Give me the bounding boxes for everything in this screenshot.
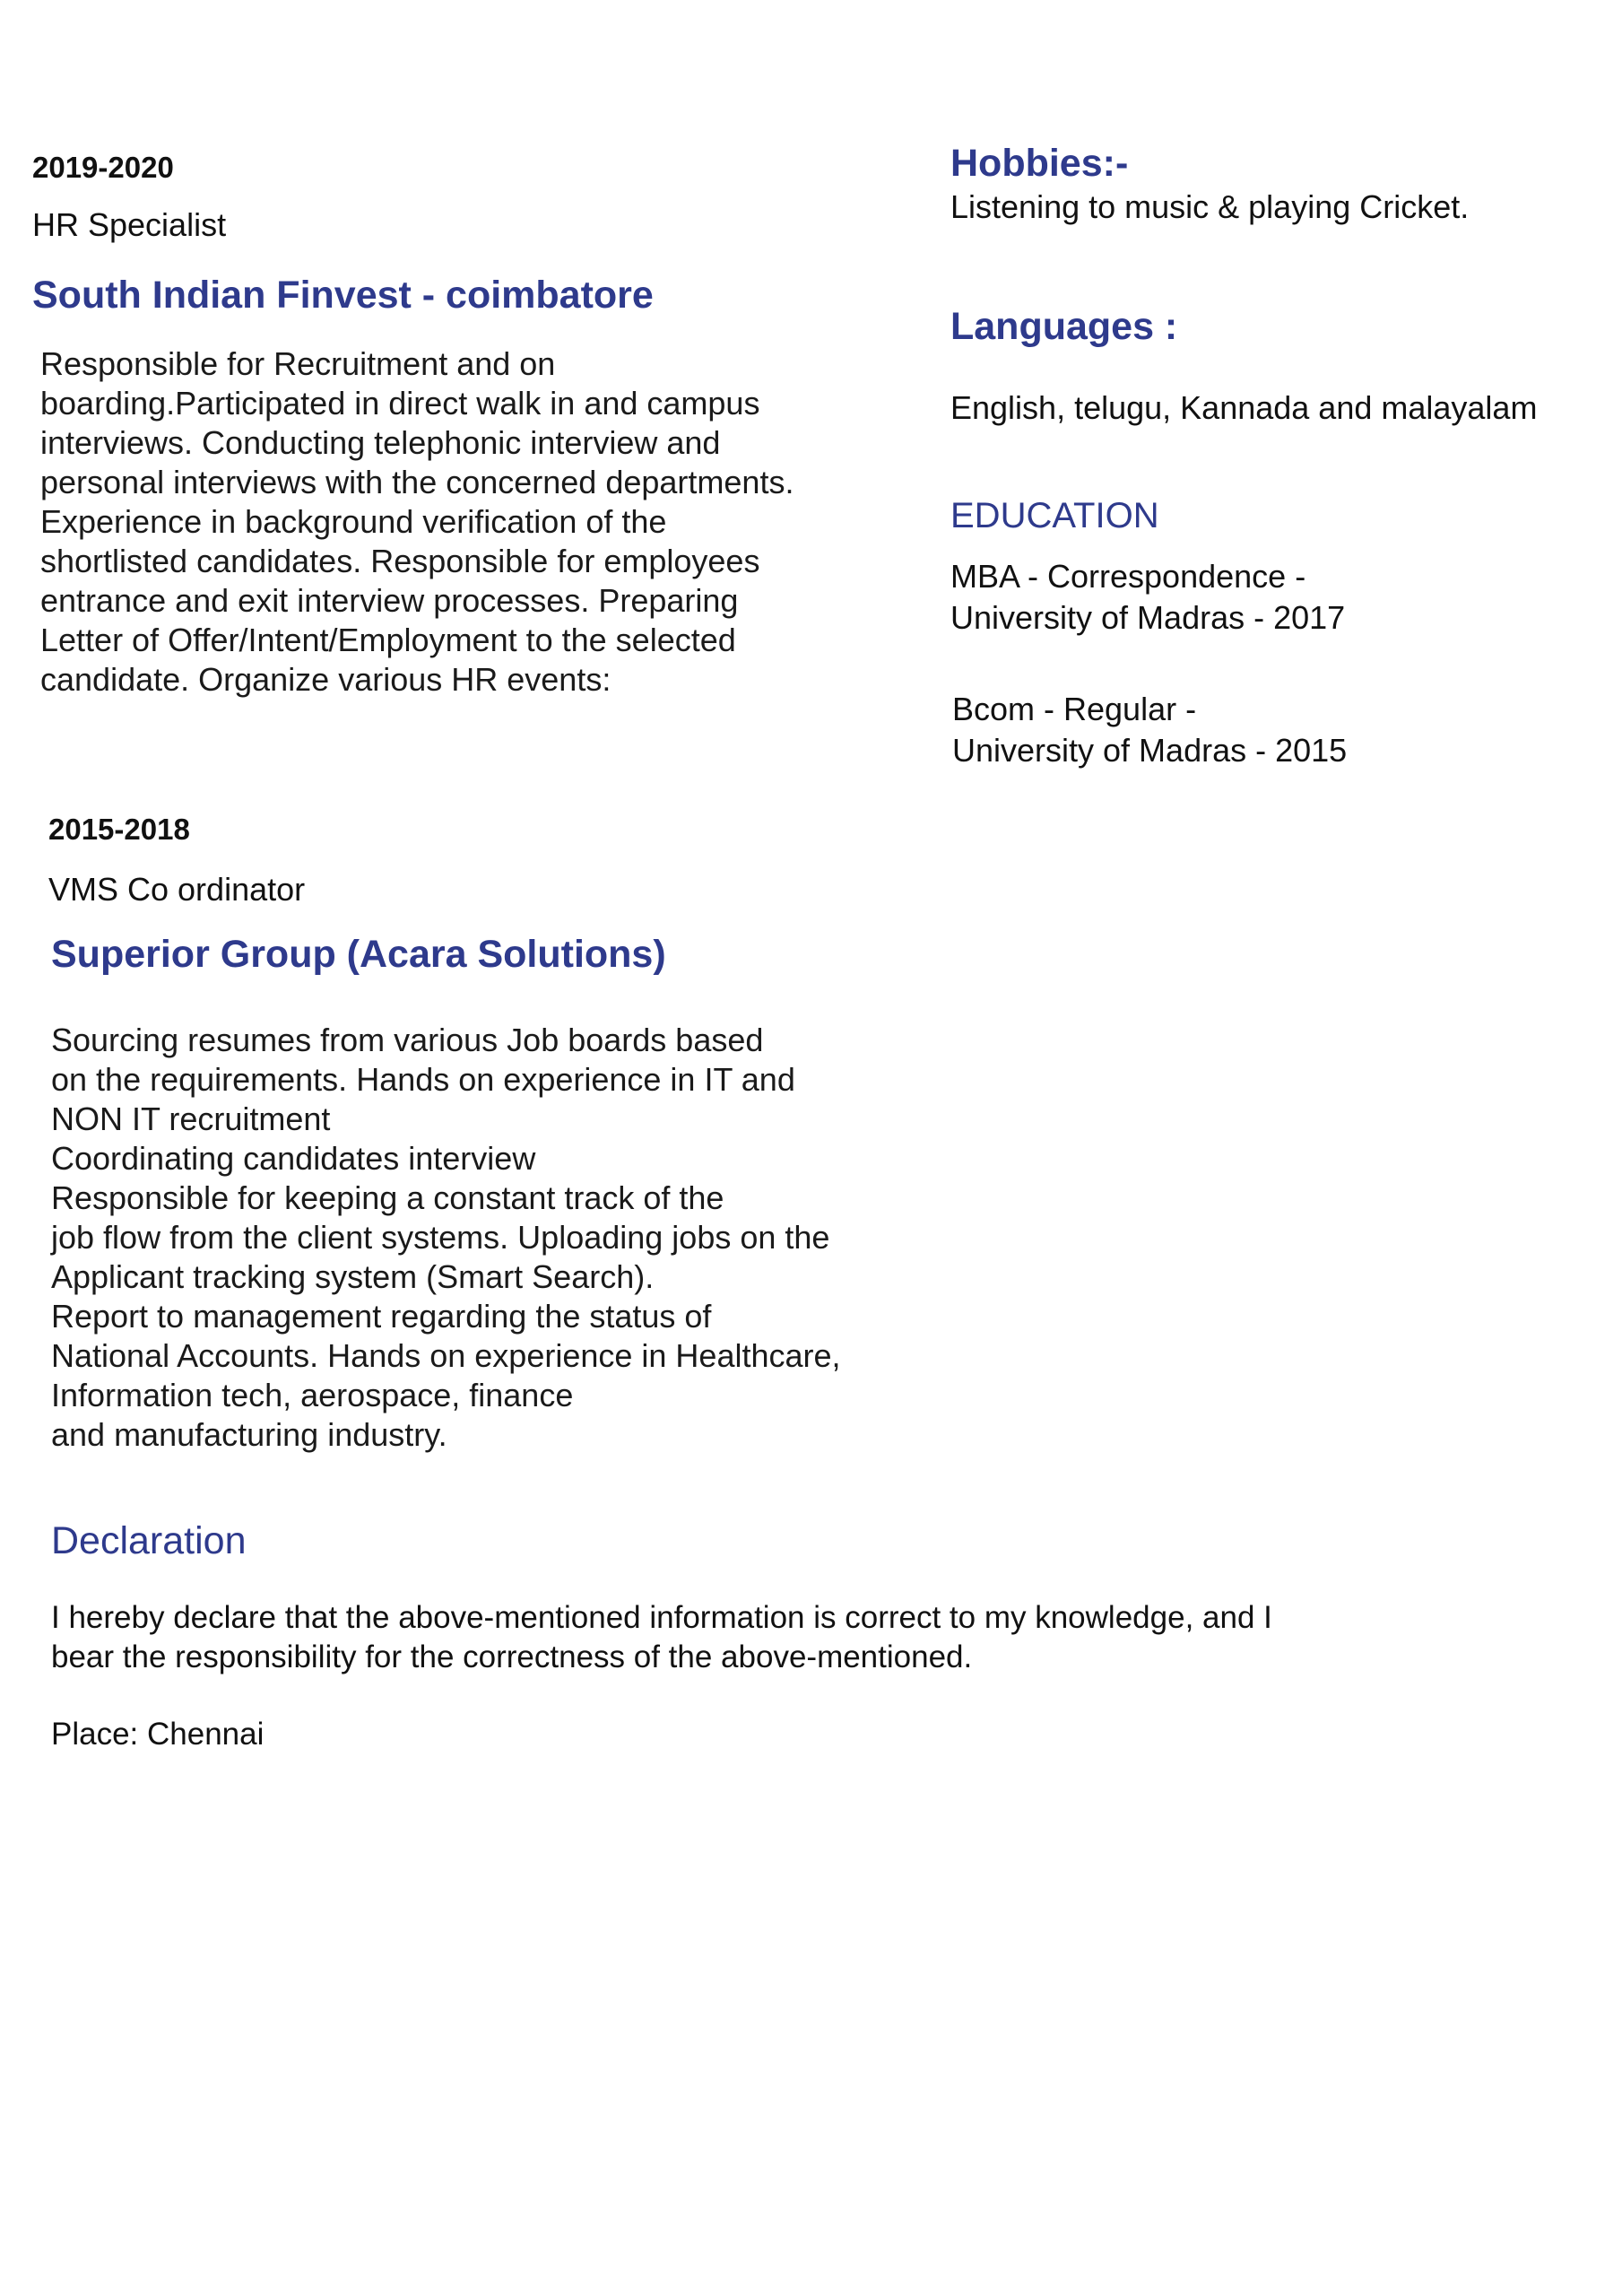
description-line: Sourcing resumes from various Job boards based: [51, 1022, 764, 1058]
experience-2-description: [51, 1021, 841, 1455]
declaration-line: I hereby declare that the above-mentioned information is correct to my knowledge, and I: [51, 1600, 1272, 1635]
description-line: boarding.Participated in direct walk in and campus: [40, 385, 760, 422]
description-line: entrance and exit interview processes. Preparing: [40, 582, 739, 619]
education-entry: [950, 556, 1345, 639]
education-heading: EDUCATION: [950, 496, 1159, 535]
education-line: Bcom - Regular -: [952, 691, 1197, 727]
description-line: on the requirements. Hands on experience in IT and: [51, 1061, 795, 1098]
description-line: shortlisted candidates. Responsible for employees: [40, 543, 760, 579]
declaration-text: [51, 1598, 1272, 1677]
description-line: Responsible for keeping a constant track of the: [51, 1179, 724, 1216]
description-line: job flow from the client systems. Uploading jobs on the: [51, 1219, 830, 1256]
description-line: Coordinating candidates interview: [51, 1140, 536, 1177]
experience-2-role: VMS Co ordinator: [48, 871, 306, 908]
declaration-heading: Declaration: [51, 1519, 247, 1562]
description-line: Letter of Offer/Intent/Employment to the selected: [40, 622, 736, 658]
education-entry: [952, 689, 1347, 771]
experience-1-company: South Indian Finvest - coimbatore: [32, 274, 654, 317]
experience-1-role: HR Specialist: [32, 206, 227, 243]
description-line: National Accounts. Hands on experience in Healthcare,: [51, 1337, 841, 1374]
experience-1-description: [40, 344, 794, 700]
description-line: NON IT recruitment: [51, 1100, 331, 1137]
languages-heading: Languages :: [950, 305, 1178, 348]
languages-text: English, telugu, Kannada and malayalam: [950, 389, 1538, 426]
description-line: Report to management regarding the status of: [51, 1298, 712, 1335]
education-line: University of Madras - 2017: [950, 599, 1346, 636]
description-line: personal interviews with the concerned departments.: [40, 464, 794, 500]
experience-2-company: Superior Group (Acara Solutions): [51, 933, 666, 976]
education-line: University of Madras - 2015: [952, 732, 1348, 769]
description-line: Responsible for Recruitment and on: [40, 345, 556, 382]
hobbies-text: Listening to music & playing Cricket.: [950, 188, 1470, 225]
description-line: Applicant tracking system (Smart Search).: [51, 1258, 655, 1295]
declaration-line: bear the responsibility for the correctness of the above-mentioned.: [51, 1639, 973, 1674]
description-line: candidate. Organize various HR events:: [40, 661, 612, 698]
declaration-place: Place: Chennai: [51, 1717, 265, 1752]
description-line: Information tech, aerospace, finance: [51, 1377, 574, 1413]
education-line: MBA - Correspondence -: [950, 558, 1306, 595]
description-line: interviews. Conducting telephonic interview and: [40, 424, 721, 461]
hobbies-heading: Hobbies:-: [950, 142, 1129, 185]
experience-1-years: 2019-2020: [32, 151, 174, 184]
description-line: Experience in background verification of the: [40, 503, 667, 540]
description-line: and manufacturing industry.: [51, 1416, 447, 1453]
experience-2-years: 2015-2018: [48, 813, 190, 846]
